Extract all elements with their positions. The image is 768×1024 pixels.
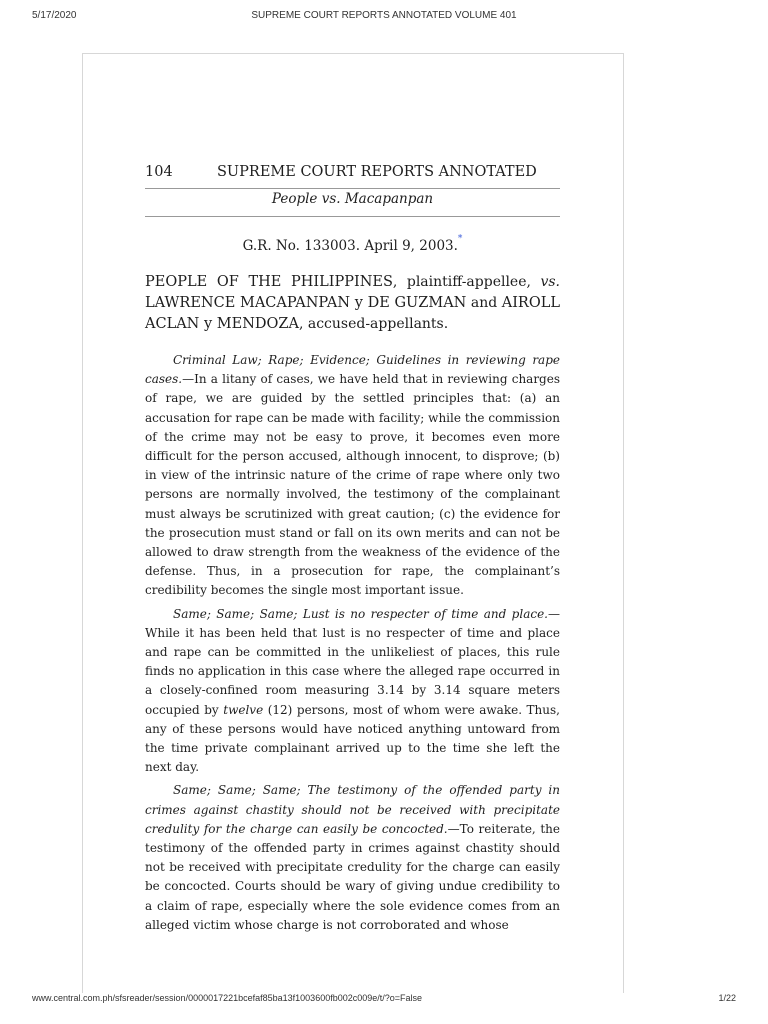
syllabus-paragraph — [145, 351, 560, 601]
print-footer — [0, 993, 768, 1009]
print-url[interactable]: www.central.com.ph/sfsreader/session/0000017221bcefaf85ba13f1003600fb002c009e/t/?o=False — [32, 993, 423, 1003]
syllabus-heading: Criminal Law; Rape; Evidence; Guidelines in reviewing rape cases. — [145, 353, 560, 387]
accused-2-name: AIROLL ACLAN y MENDOZA — [145, 295, 560, 332]
header-rule-top — [145, 188, 560, 189]
syllabus-heading: Same; Same; Same; Lust is no respecter of time and place. — [173, 606, 548, 621]
print-title: SUPREME COURT REPORTS ANNOTATED VOLUME 401 — [251, 10, 517, 21]
journal-title: SUPREME COURT REPORTS ANNOTATED — [217, 164, 537, 180]
header-rule-bottom — [145, 216, 560, 217]
syllabus-emphasis: twelve — [223, 702, 264, 717]
plaintiff-name: PEOPLE OF THE PHILIPPINES — [145, 274, 393, 290]
print-page-count: 1/22 — [718, 993, 736, 1003]
case-parties — [145, 272, 560, 335]
syllabus — [145, 351, 560, 939]
syllabus-text: (12) persons, most of whom were awake. Thus, any of these persons would have noticed anything untoward from the time private complainant arrived up to the time she left the next day. — [145, 702, 560, 775]
syllabus-text: —In a litany of cases, we have held that in reviewing charges of rape, we are guided by the settled principles that: (a) an accusation for rape can be made with facility; while the commission of the crime may not be easy to prove, it becomes even more difficult for the person accused, although innocent, to disprove; (b) in view of the intrinsic nature of the crime of rape where only two persons are normally involved, the testimony of the complainant must always be scrutinized with great caution; (c) the evidence for the prosecution must stand or fall on its own merits and can not be allowed to draw strength from the weakness of the evidence of the defense. Thus, in a prosecution for rape, the complainant’s credibility becomes the single most important issue. — [145, 372, 560, 598]
syllabus-heading: Same; Same; Same; The testimony of the offended party in crimes against chastity should not be received with precipitate credulity for the charge can easily be concocted. — [145, 783, 560, 836]
case-short-title: People vs. Macapanpan — [271, 191, 434, 207]
syllabus-paragraph — [145, 605, 560, 778]
versus: vs. — [540, 274, 560, 290]
document-page — [82, 53, 624, 993]
syllabus-text: —While it has been held that lust is no respecter of time and place and rape can be committed in the unlikeliest of places, this rule finds no application in this case where the alleged rape occurred in a closely-confined room measuring 3.14 by 3.14 square meters occupied by — [145, 606, 560, 717]
conjunction: and — [466, 295, 502, 311]
print-header — [0, 10, 768, 26]
gr-number — [145, 234, 560, 254]
footnote-link[interactable]: * — [457, 234, 463, 244]
page-number: 104 — [145, 164, 173, 180]
syllabus-text: —To reiterate, the testimony of the offended party in crimes against chastity should not be received with precipitate credulity for the charge can easily be concocted. Courts should be wary of giving undue credibility to a claim of rape, especially where the sole evidence comes from an alleged victim whose charge is not corroborated and whose — [145, 821, 560, 932]
plaintiff-role: , plaintiff-appellee, — [392, 274, 541, 290]
print-date: 5/17/2020 — [32, 10, 77, 21]
accused-role: , accused-appellants. — [298, 316, 449, 332]
gr-number-text: G.R. No. 133003. April 9, 2003. — [242, 238, 458, 254]
running-head — [145, 164, 560, 188]
accused-1-name: LAWRENCE MACAPANPAN y DE GUZMAN — [145, 295, 467, 311]
syllabus-paragraph — [145, 781, 560, 935]
